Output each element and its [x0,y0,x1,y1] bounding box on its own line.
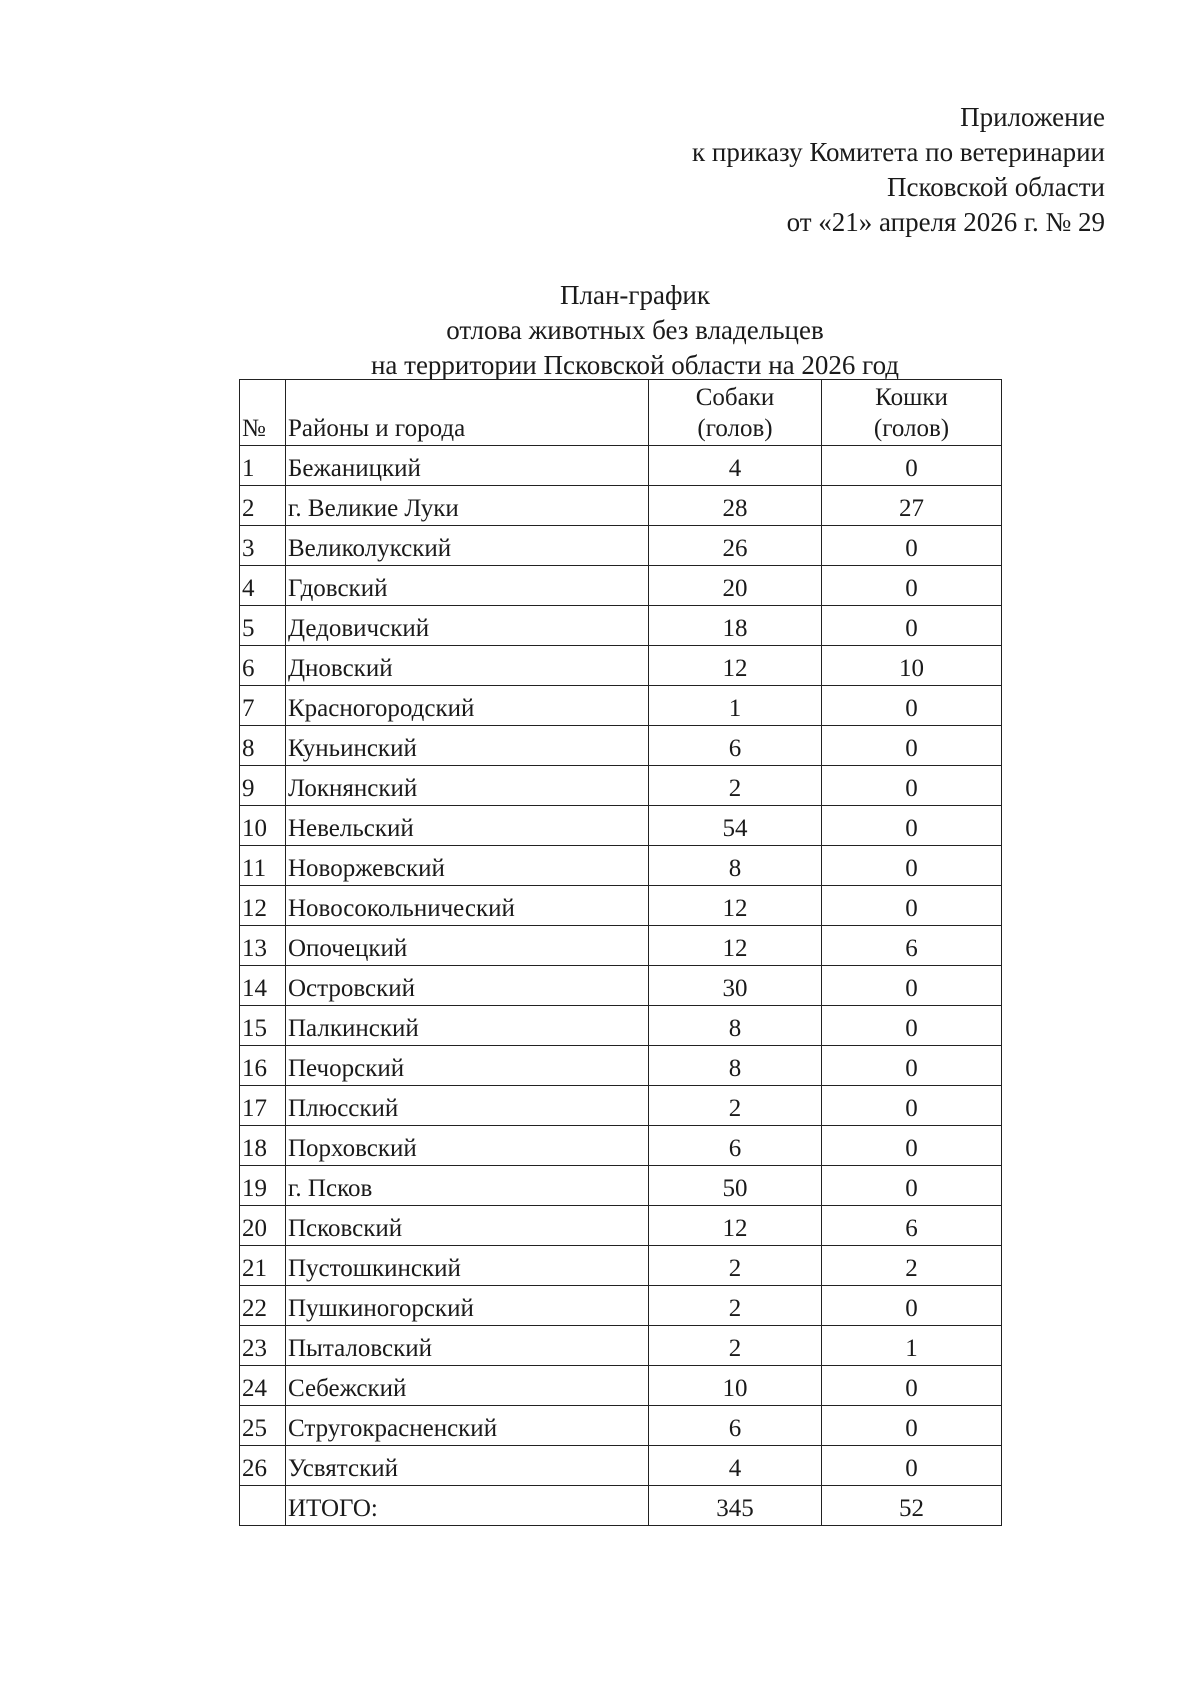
table-row [240,926,1002,966]
appendix-order-ref: к приказу Комитета по ветеринарии [692,137,1105,167]
row-district: Великолукский [286,526,649,566]
document-title [0,278,1200,383]
row-number: 23 [240,1326,286,1366]
row-cats: 6 [822,1206,1002,1246]
row-number: 16 [240,1046,286,1086]
title-line-1: План-график [559,280,711,310]
row-number: 2 [240,486,286,526]
row-cats: 0 [822,1006,1002,1046]
row-cats: 0 [822,1406,1002,1446]
row-dogs: 8 [649,1006,822,1046]
row-cats: 0 [822,566,1002,606]
header-dogs-label: Собаки [695,384,775,411]
row-district: Стругокрасненский [286,1406,649,1446]
table-row [240,1326,1002,1366]
header-district: Районы и города [286,380,649,446]
row-dogs: 4 [649,1446,822,1486]
table-row [240,966,1002,1006]
row-district: Новосокольнический [286,886,649,926]
row-district: Локнянский [286,766,649,806]
row-dogs: 8 [649,1046,822,1086]
row-number: 11 [240,846,286,886]
row-number: 1 [240,446,286,486]
row-cats: 0 [822,966,1002,1006]
row-district: Пыталовский [286,1326,649,1366]
row-district: Плюсский [286,1086,649,1126]
row-district: Печорский [286,1046,649,1086]
row-number: 9 [240,766,286,806]
row-number: 17 [240,1086,286,1126]
table-body [240,446,1002,1486]
table-row [240,726,1002,766]
table-row [240,526,1002,566]
row-dogs: 6 [649,1126,822,1166]
row-number: 24 [240,1366,286,1406]
row-dogs: 6 [649,726,822,766]
row-cats: 0 [822,686,1002,726]
row-number: 21 [240,1246,286,1286]
row-district: Куньинский [286,726,649,766]
row-district: Красногородский [286,686,649,726]
table-header-row [240,380,1002,446]
table-row [240,646,1002,686]
row-cats: 0 [822,1126,1002,1166]
total-dogs: 345 [649,1486,822,1526]
row-dogs: 18 [649,606,822,646]
row-cats: 0 [822,1086,1002,1126]
row-cats: 0 [822,766,1002,806]
row-number: 8 [240,726,286,766]
row-number: 12 [240,886,286,926]
total-number [240,1486,286,1526]
row-district: Невельский [286,806,649,846]
row-number: 13 [240,926,286,966]
title-line-2: отлова животных без владельцев [446,315,824,345]
header-dogs-unit: (голов) [697,415,773,442]
table-row [240,1086,1002,1126]
row-district: г. Великие Луки [286,486,649,526]
row-dogs: 8 [649,846,822,886]
table-row [240,806,1002,846]
row-number: 22 [240,1286,286,1326]
row-dogs: 54 [649,806,822,846]
row-number: 20 [240,1206,286,1246]
row-district: Себежский [286,1366,649,1406]
total-cats: 52 [822,1486,1002,1526]
row-cats: 0 [822,1446,1002,1486]
row-cats: 0 [822,1166,1002,1206]
row-dogs: 2 [649,1246,822,1286]
header-number: № [240,380,286,446]
row-dogs: 12 [649,886,822,926]
row-dogs: 50 [649,1166,822,1206]
row-dogs: 2 [649,1286,822,1326]
table-row [240,1446,1002,1486]
schedule-table [239,379,1002,1526]
table-row [240,606,1002,646]
table-row [240,1246,1002,1286]
row-district: Порховский [286,1126,649,1166]
row-cats: 0 [822,526,1002,566]
row-district: Гдовский [286,566,649,606]
appendix-region: Псковской области [886,172,1105,202]
row-cats: 10 [822,646,1002,686]
row-number: 15 [240,1006,286,1046]
row-dogs: 6 [649,1406,822,1446]
row-number: 10 [240,806,286,846]
row-district: Новоржевский [286,846,649,886]
table-row [240,766,1002,806]
row-cats: 0 [822,606,1002,646]
row-cats: 1 [822,1326,1002,1366]
row-number: 3 [240,526,286,566]
table-row [240,1366,1002,1406]
row-dogs: 10 [649,1366,822,1406]
row-dogs: 12 [649,1206,822,1246]
table-row [240,686,1002,726]
row-number: 5 [240,606,286,646]
row-number: 4 [240,566,286,606]
appendix-header [692,100,1105,240]
row-dogs: 4 [649,446,822,486]
row-number: 18 [240,1126,286,1166]
row-district: Опочецкий [286,926,649,966]
table-row [240,1206,1002,1246]
table-row [240,1126,1002,1166]
row-cats: 0 [822,726,1002,766]
row-dogs: 20 [649,566,822,606]
row-number: 26 [240,1446,286,1486]
row-district: Пушкиногорский [286,1286,649,1326]
header-cats-unit: (голов) [873,415,950,442]
row-cats: 0 [822,886,1002,926]
table-row [240,1406,1002,1446]
row-number: 19 [240,1166,286,1206]
title-line-3: на территории Псковской области на 2026 год [370,350,900,380]
row-cats: 0 [822,1366,1002,1406]
table-row [240,486,1002,526]
row-number: 25 [240,1406,286,1446]
table-row [240,566,1002,606]
table-row [240,1046,1002,1086]
row-district: Бежаницкий [286,446,649,486]
header-cats [822,380,1002,446]
row-dogs: 28 [649,486,822,526]
row-district: Дновский [286,646,649,686]
row-number: 7 [240,686,286,726]
row-cats: 0 [822,1046,1002,1086]
row-district: Островский [286,966,649,1006]
table-row [240,886,1002,926]
row-district: Усвятский [286,1446,649,1486]
row-cats: 6 [822,926,1002,966]
row-dogs: 2 [649,1086,822,1126]
row-district: Дедовичский [286,606,649,646]
table-row [240,446,1002,486]
row-district: Пустошкинский [286,1246,649,1286]
row-cats: 0 [822,446,1002,486]
header-cats-label: Кошки [875,384,948,411]
row-dogs: 2 [649,1326,822,1366]
row-district: Палкинский [286,1006,649,1046]
row-cats: 27 [822,486,1002,526]
total-label: ИТОГО: [286,1486,649,1526]
total-row [240,1486,1002,1526]
row-number: 6 [240,646,286,686]
row-cats: 0 [822,1286,1002,1326]
row-cats: 0 [822,846,1002,886]
appendix-date-number: от «21» апреля 2026 г. № 29 [786,207,1105,237]
row-dogs: 30 [649,966,822,1006]
table-row [240,1166,1002,1206]
table-row [240,846,1002,886]
row-dogs: 2 [649,766,822,806]
row-cats: 0 [822,806,1002,846]
row-district: Псковский [286,1206,649,1246]
row-district: г. Псков [286,1166,649,1206]
table-row [240,1286,1002,1326]
row-dogs: 26 [649,526,822,566]
table-row [240,1006,1002,1046]
appendix-label: Приложение [960,102,1105,132]
row-cats: 2 [822,1246,1002,1286]
row-dogs: 12 [649,926,822,966]
header-dogs [649,380,822,446]
row-dogs: 1 [649,686,822,726]
row-dogs: 12 [649,646,822,686]
row-number: 14 [240,966,286,1006]
